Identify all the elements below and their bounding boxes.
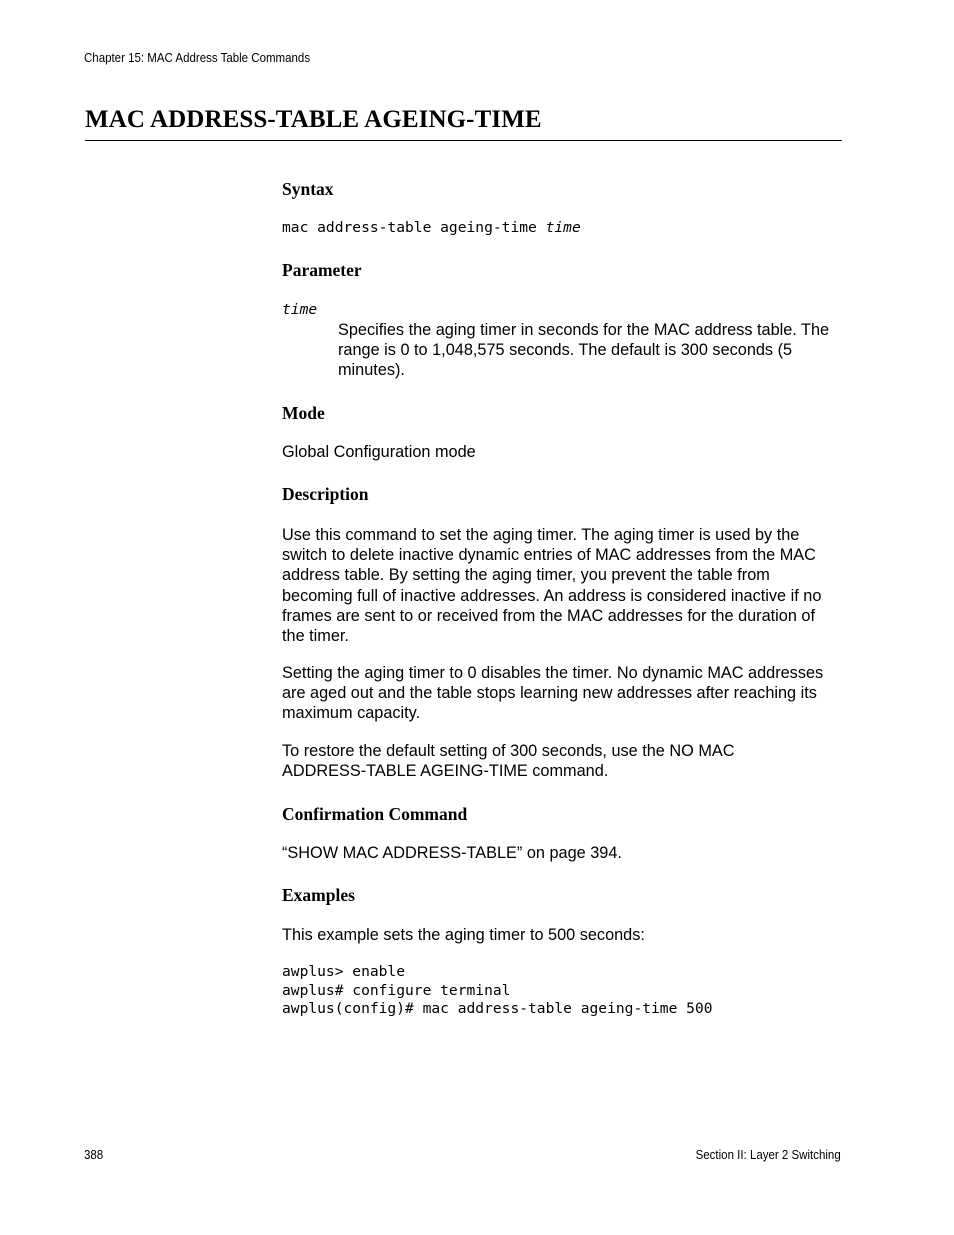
- example-code-block: [282, 963, 713, 1019]
- page-title: MAC ADDRESS-TABLE AGEING-TIME: [85, 106, 542, 133]
- examples-heading: Examples: [282, 885, 355, 905]
- description-paragraph-3: To restore the default setting of 300 seconds, use the NO MAC ADDRESS-TABLE AGEING-TIME command.: [282, 742, 735, 781]
- page-number: 388: [84, 1148, 104, 1162]
- running-header: Chapter 15: MAC Address Table Commands: [84, 51, 311, 65]
- parameter-heading: Parameter: [282, 260, 362, 280]
- mode-heading: Mode: [282, 403, 325, 423]
- example-code-line: awplus> enable: [282, 963, 406, 980]
- description-heading: Description: [282, 484, 369, 504]
- confirmation-text: “SHOW MAC ADDRESS-TABLE” on page 394.: [282, 844, 622, 862]
- parameter-description: Specifies the aging timer in seconds for the MAC address table. The range is 0 to 1,048,575 seconds. The default is 300 seconds (5 minutes).: [338, 321, 830, 380]
- mode-text: Global Configuration mode: [282, 443, 476, 461]
- description-paragraph-2: Setting the aging timer to 0 disables the timer. No dynamic MAC addresses are aged out and the table stops learning new addresses after reaching its maximum capacity.: [282, 664, 824, 723]
- syntax-heading: Syntax: [282, 179, 334, 199]
- confirmation-heading: Confirmation Command: [282, 804, 468, 824]
- title-rule: [85, 140, 842, 141]
- example-code-line: awplus# configure terminal: [282, 981, 511, 999]
- syntax-argument: time: [545, 219, 581, 236]
- examples-intro: This example sets the aging timer to 500 seconds:: [282, 926, 645, 944]
- example-code-line: awplus(config)# mac address-table ageing-time 500: [282, 1000, 713, 1017]
- syntax-command: [282, 219, 581, 236]
- syntax-command-text: mac address-table ageing-time: [282, 219, 546, 236]
- description-paragraph-1: Use this command to set the aging timer. The aging timer is used by the switch to delete inactive dynamic entries of MAC addresses from the MAC address table. By setting the aging timer, you prevent the table from becoming full of inactive addresses. An address is considered inactive if no frames are sent to or received from the MAC addresses for the duration of the timer.: [282, 526, 822, 646]
- footer-section: Section II: Layer 2 Switching: [695, 1148, 841, 1162]
- parameter-name: time: [282, 301, 318, 318]
